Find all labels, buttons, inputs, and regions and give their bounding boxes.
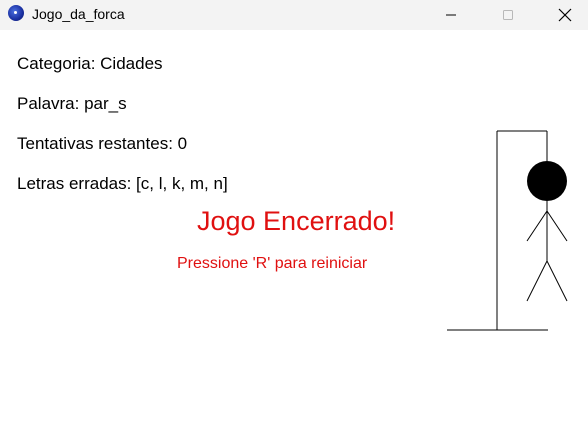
game-over-title: Jogo Encerrado!: [197, 206, 396, 236]
word-text: Palavra: par_s: [17, 94, 127, 113]
category-text: Categoria: Cidades: [17, 54, 163, 73]
restart-hint: Pressione 'R' para reiniciar: [177, 255, 368, 272]
hangman-right-arm: [547, 211, 567, 241]
remaining-attempts-text: Tentativas restantes: 0: [17, 134, 188, 153]
hangman-head: [527, 161, 567, 201]
hangman-left-arm: [527, 211, 547, 241]
hangman-left-leg: [527, 261, 547, 301]
wrong-letters-text: Letras erradas: [c, l, k, m, n]: [17, 174, 228, 193]
window-title: Jogo_da_forca: [32, 6, 125, 22]
hangman-right-leg: [547, 261, 567, 301]
